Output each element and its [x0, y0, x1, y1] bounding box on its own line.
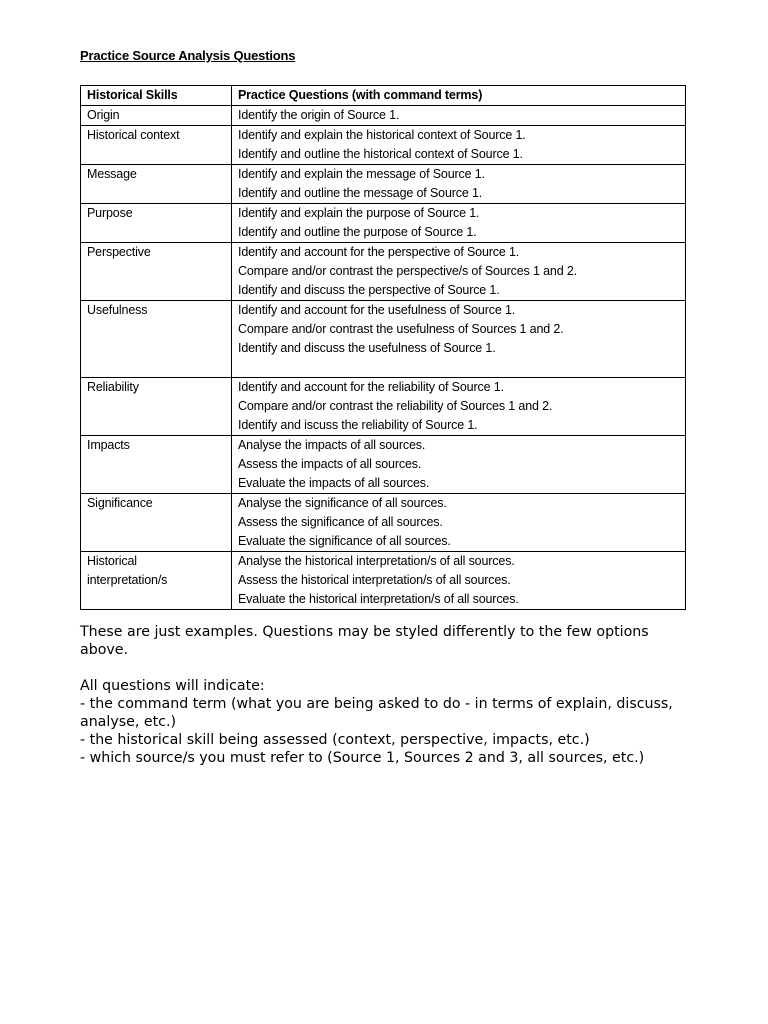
questions-cell [232, 165, 686, 204]
practice-question: Identify the origin of Source 1. [238, 108, 400, 122]
practice-question [238, 358, 679, 377]
notes-item-command-term: - the command term (what you are being asked to do - in terms of explain, discuss, analyse, etc.) [80, 696, 673, 730]
skill-cell [81, 552, 232, 610]
practice-question: Evaluate the historical interpretation/s of all sources. [238, 592, 519, 606]
practice-question: Compare and/or contrast the perspective/s of Sources 1 and 2. [238, 264, 577, 278]
skill-cell [81, 165, 232, 204]
practice-question: Assess the historical interpretation/s of all sources. [238, 573, 511, 587]
notes-item-source-reference: - which source/s you must refer to (Source 1, Sources 2 and 3, all sources, etc.) [80, 750, 645, 766]
skill-cell [81, 126, 232, 165]
table-row [81, 552, 686, 610]
table-row [81, 126, 686, 165]
questions-cell [232, 106, 686, 126]
practice-question: Identify and explain the historical context of Source 1. [238, 128, 526, 142]
practice-question: Identify and explain the purpose of Source 1. [238, 206, 480, 220]
skill-label: Significance [87, 496, 153, 510]
skill-label: interpretation/s [87, 573, 168, 587]
skill-label: Reliability [87, 380, 139, 394]
questions-cell [232, 436, 686, 494]
practice-question: Identify and account for the perspective of Source 1. [238, 245, 520, 259]
header-historical-skills: Historical Skills [81, 86, 232, 106]
document-title: Practice Source Analysis Questions [80, 48, 296, 63]
questions-cell [232, 552, 686, 610]
practice-question: Identify and discuss the perspective of Source 1. [238, 283, 500, 297]
skill-label: Message [87, 167, 137, 181]
questions-cell [232, 243, 686, 301]
skill-cell [81, 243, 232, 301]
skill-label: Origin [87, 108, 120, 122]
practice-question: Assess the significance of all sources. [238, 515, 443, 529]
table-row [81, 436, 686, 494]
table-row [81, 165, 686, 204]
practice-question: Analyse the historical interpretation/s of all sources. [238, 554, 515, 568]
skill-cell [81, 301, 232, 378]
table-body [81, 106, 686, 610]
skill-label: Usefulness [87, 303, 148, 317]
header-practice-questions: Practice Questions (with command terms) [232, 86, 686, 106]
practice-question: Compare and/or contrast the reliability of Sources 1 and 2. [238, 399, 553, 413]
practice-question: Identify and explain the message of Source 1. [238, 167, 485, 181]
practice-question: Identify and outline the historical context of Source 1. [238, 147, 523, 161]
skill-label: Purpose [87, 206, 133, 220]
skill-cell [81, 494, 232, 552]
skill-cell [81, 436, 232, 494]
practice-question: Analyse the impacts of all sources. [238, 438, 426, 452]
table-row [81, 301, 686, 378]
table-header-row [81, 86, 686, 106]
questions-cell [232, 378, 686, 436]
skill-label: Impacts [87, 438, 130, 452]
skill-cell [81, 378, 232, 436]
questions-cell [232, 204, 686, 243]
notes-spacer [80, 659, 700, 677]
notes-section [80, 623, 700, 767]
questions-cell [232, 301, 686, 378]
questions-cell [232, 126, 686, 165]
table-row [81, 378, 686, 436]
table-row [81, 106, 686, 126]
notes-item-historical-skill: - the historical skill being assessed (context, perspective, impacts, etc.) [80, 732, 590, 748]
table-row [81, 494, 686, 552]
practice-question: Evaluate the impacts of all sources. [238, 476, 430, 490]
practice-question: Identify and account for the reliability of Source 1. [238, 380, 504, 394]
practice-question: Compare and/or contrast the usefulness of Sources 1 and 2. [238, 322, 564, 336]
table-row [81, 243, 686, 301]
practice-question: Analyse the significance of all sources. [238, 496, 447, 510]
practice-question: Identify and outline the message of Source 1. [238, 186, 483, 200]
questions-cell [232, 494, 686, 552]
practice-question: Identify and discuss the usefulness of Source 1. [238, 341, 496, 355]
skill-label: Historical [87, 554, 137, 568]
practice-question: Assess the impacts of all sources. [238, 457, 422, 471]
table-row [81, 204, 686, 243]
notes-lead: All questions will indicate: [80, 678, 265, 694]
skills-table [80, 85, 686, 610]
practice-question: Identify and iscuss the reliability of Source 1. [238, 418, 478, 432]
skill-label: Historical context [87, 128, 180, 142]
practice-question: Identify and account for the usefulness of Source 1. [238, 303, 516, 317]
notes-intro: These are just examples. Questions may be styled differently to the few options above. [80, 624, 649, 658]
practice-question: Identify and outline the purpose of Source 1. [238, 225, 477, 239]
practice-question: Evaluate the significance of all sources. [238, 534, 451, 548]
skill-cell [81, 204, 232, 243]
skill-cell [81, 106, 232, 126]
skill-label: Perspective [87, 245, 151, 259]
